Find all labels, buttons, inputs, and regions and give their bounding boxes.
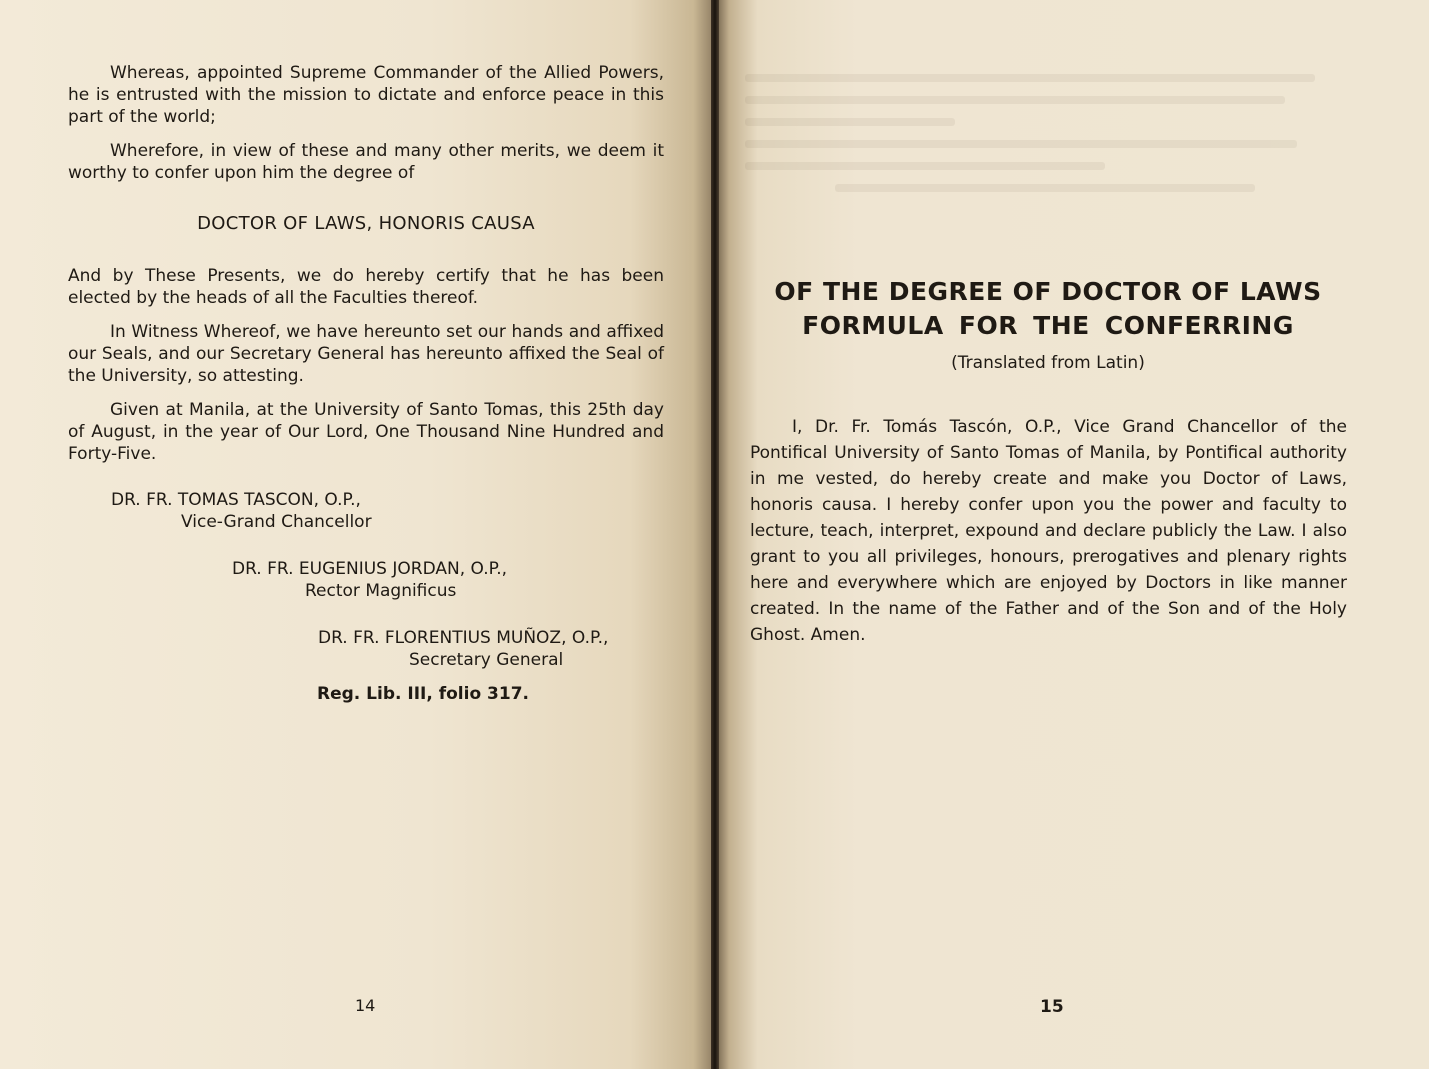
formula-body: I, Dr. Fr. Tomás Tascón, O.P., Vice Grand Chancellor of the Pontifical University of Santo Tomas of Manila, by Pontifical authority in me vested, do hereby create and make you Doctor of Laws, honoris causa. I hereby confer upon you the power and faculty to lecture, teach, interpret, expound and declare publicly the Law. I also grant to you all privileges, honours, prerogatives and plenary rights here and everywhere which are enjoyed by Doctors in like manner created. In the name of the Father and of the Son and of the Holy Ghost. Amen. — [750, 417, 1347, 645]
paragraph-presents: And by These Presents, we do hereby certify that he has been elected by the heads of all the Faculties thereof. — [68, 266, 664, 308]
page-number-left: 14 — [355, 996, 376, 1015]
subtitle: (Translated from Latin) — [951, 353, 1145, 373]
signatory-name: DR. FR. EUGENIUS JORDAN, O.P., — [232, 559, 508, 579]
signatory-title: Rector Magnificus — [305, 581, 457, 601]
signatory-name: DR. FR. FLORENTIUS MUÑOZ, O.P., — [318, 628, 609, 648]
signatory-title: Secretary General — [409, 650, 564, 670]
page-number-right: 15 — [1040, 997, 1064, 1017]
registry-reference: Reg. Lib. III, folio 317. — [317, 684, 529, 704]
paragraph-given: Given at Manila, at the University of Santo Tomas, this 25th day of August, in the year of Our Lord, One Thousand Nine Hundred and Forty-Five. — [68, 400, 664, 464]
signatory-title: Vice-Grand Chancellor — [181, 512, 372, 532]
paragraph-wherefore: Wherefore, in view of these and many other merits, we deem it worthy to confer upon him the degree of — [68, 141, 664, 183]
title-line-2: FORMULA FOR THE CONFERRING — [802, 311, 1294, 340]
signatory-2 — [232, 558, 507, 602]
paragraph-witness: In Witness Whereof, we have hereunto set our hands and affixed our Seals, and our Secretary General has hereunto affixed the Seal of the University, so attesting. — [68, 322, 664, 386]
book-spine — [711, 0, 719, 1069]
signatory-3 — [318, 627, 608, 671]
signatory-1 — [111, 489, 372, 533]
degree-heading: DOCTOR OF LAWS, HONORIS CAUSA — [197, 213, 535, 234]
paragraph-whereas: Whereas, appointed Supreme Commander of the Allied Powers, he is entrusted with the mission to dictate and enforce peace in this part of the world; — [68, 63, 664, 127]
signatory-name: DR. FR. TOMAS TASCON, O.P., — [111, 490, 361, 510]
title-line-1: OF THE DEGREE OF DOCTOR OF LAWS — [774, 277, 1322, 306]
